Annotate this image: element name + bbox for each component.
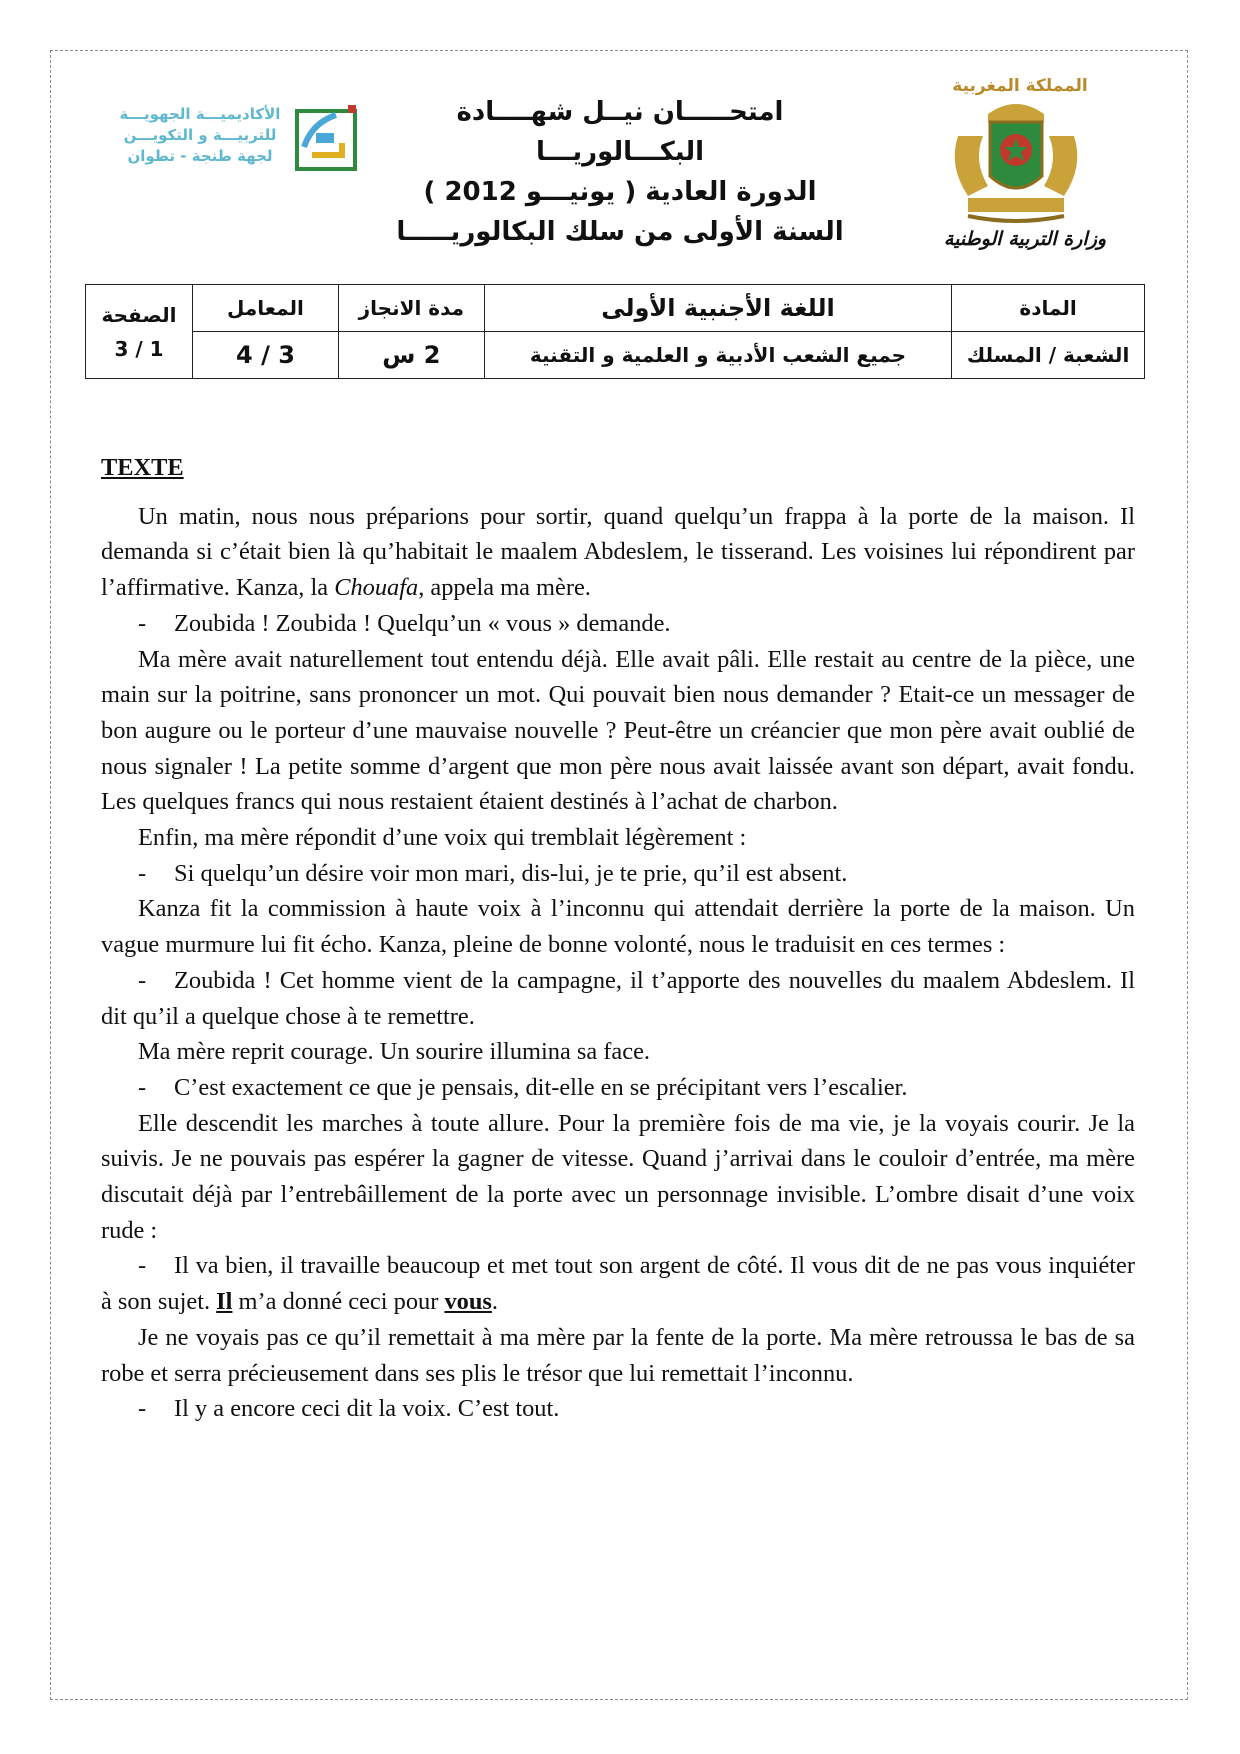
paragraph-text: , appela ma mère. <box>418 574 591 602</box>
exam-title: امتحـــــان نيــل شهــــادة البكـــالوريـــا <box>456 97 784 167</box>
dialogue-text: Il y a encore ceci dit la voix. C’est tout. <box>174 1395 560 1423</box>
paragraph-5: Ma mère reprit courage. Un sourire illumina sa face. <box>138 1038 650 1066</box>
dialogue-2 <box>101 856 1135 892</box>
academy-logo-icon <box>292 103 362 173</box>
dialogue-1 <box>101 606 1135 642</box>
duration-value: 2 س <box>338 332 484 379</box>
paragraph-text: Un matin, nous nous préparions pour sortir, quand quelqu’un frappa à la porte de la maison. Il demanda si c’était bien là qu’habitait le maalem Abdeslem, le tisserand. Les voisines lui répondirent par l’affirmative. Kanza, la <box>101 502 1135 602</box>
reading-text <box>101 450 1135 1427</box>
dialogue-dash: - <box>138 1395 147 1423</box>
paragraph-6: Elle descendit les marches à toute allure. Pour la première fois de ma vie, je la voyais courir. Je la suivis. Je ne pouvais pas espérer la gagner de vitesse. Quand j’arrivai dans le couloir d’entrée, ma mère discutait déjà par l’entrebâillement de la porte avec un personnage invisible. L’ombre disait d’une voix rude : <box>101 1109 1135 1244</box>
dialogue-text: Zoubida ! Cet homme vient de la campagne, il t’apporte des nouvelles du maalem Abdeslem. Il dit qu’il a quelque chose à te remettre. <box>101 966 1135 1030</box>
page-cell <box>86 285 193 379</box>
table-row <box>86 332 1145 379</box>
page-number: 3 / 1 <box>114 336 164 361</box>
subject-label: المادة <box>952 285 1145 332</box>
page-label: الصفحة <box>101 302 177 327</box>
exam-header <box>380 92 860 252</box>
paragraph-3: Enfin, ma mère répondit d’une voix qui tremblait légèrement : <box>138 824 747 852</box>
table-row <box>86 285 1145 332</box>
dialogue-4 <box>101 1070 1135 1106</box>
subject-value: اللغة الأجنبية الأولى <box>484 285 951 332</box>
kingdom-label: المملكة المغربية <box>952 76 1088 96</box>
dialogue-6 <box>101 1391 1135 1427</box>
dialogue-text: Il va bien, il travaille beaucoup et met tout son argent de côté. Il vous dit de ne pas vous inquiéter à son sujet. <box>101 1252 1135 1316</box>
paragraph-7: Je ne voyais pas ce qu’il remettait à ma mère par la fente de la porte. Ma mère retroussa le bas de sa robe et serra précieusement dans ses plis le trésor que lui remettait l’inconnu. <box>101 1323 1135 1387</box>
coefficient-label: المعامل <box>193 285 339 332</box>
dialogue-dash: - <box>138 1073 147 1101</box>
dialogue-dash: - <box>138 609 147 637</box>
dialogue-text: C’est exactement ce que je pensais, dit-elle en se précipitant vers l’escalier. <box>174 1073 908 1101</box>
academy-line-2: للتربيـــة و التكويـــن <box>123 126 277 144</box>
dialogue-3 <box>101 963 1135 1034</box>
dialogue-dash: - <box>138 859 147 887</box>
dialogue-text: m’a donné ceci pour <box>232 1288 445 1316</box>
exam-info-table <box>85 284 1145 379</box>
coefficient-value: 4 / 3 <box>193 332 339 379</box>
underlined-word: Il <box>216 1288 233 1316</box>
dialogue-dash: - <box>138 1252 147 1280</box>
paragraph-4: Kanza fit la commission à haute voix à l’inconnu qui attendait derrière la porte de la maison. Un vague murmure lui fit écho. Kanza, pleine de bonne volonté, nous le traduisit en ces termes : <box>101 895 1135 959</box>
dialogue-5 <box>101 1248 1135 1319</box>
academy-line-1: الأكاديميـــة الجهويـــة <box>119 105 281 123</box>
track-label: الشعبة / المسلك <box>952 332 1145 379</box>
text-title: TEXTE <box>101 454 184 481</box>
underlined-word: vous <box>444 1288 492 1316</box>
dialogue-text: . <box>491 1288 498 1316</box>
ministry-label: وزارة التربية الوطنية <box>943 228 1107 250</box>
dialogue-dash: - <box>138 966 147 994</box>
exam-session: الدورة العادية ( يونيـــو 2012 ) <box>423 177 817 207</box>
paragraph-1 <box>101 499 1135 606</box>
track-value: جميع الشعب الأدبية و العلمية و التقنية <box>484 332 951 379</box>
paragraph-2: Ma mère avait naturellement tout entendu déjà. Elle avait pâli. Elle restait au centre de la pièce, une main sur la poitrine, sans prononcer un mot. Qui pouvait bien nous demander ? Etait-ce un messager de bon augure ou le porteur d’une mauvaise nouvelle ? Peut-être un créancier que mon père avait oublié de nous signaler ! La petite somme d’argent que mon père nous avait laissée avant son départ, avait fondu. Les quelques francs qui nous restaient étaient destinés à l’achat de charbon. <box>101 645 1135 816</box>
exam-level: السنة الأولى من سلك البكالوريـــــا <box>396 217 844 247</box>
coat-of-arms-icon <box>948 76 1084 226</box>
dialogue-text: Zoubida ! Zoubida ! Quelqu’un « vous » demande. <box>174 609 671 637</box>
dialogue-text: Si quelqu’un désire voir mon mari, dis-lui, je te prie, qu’il est absent. <box>174 859 848 887</box>
academy-line-3: لجهة طنجة - تطوان <box>127 147 273 165</box>
duration-label: مدة الانجاز <box>338 285 484 332</box>
emphasis-word: Chouafa <box>334 574 419 602</box>
academy-name <box>112 104 288 167</box>
